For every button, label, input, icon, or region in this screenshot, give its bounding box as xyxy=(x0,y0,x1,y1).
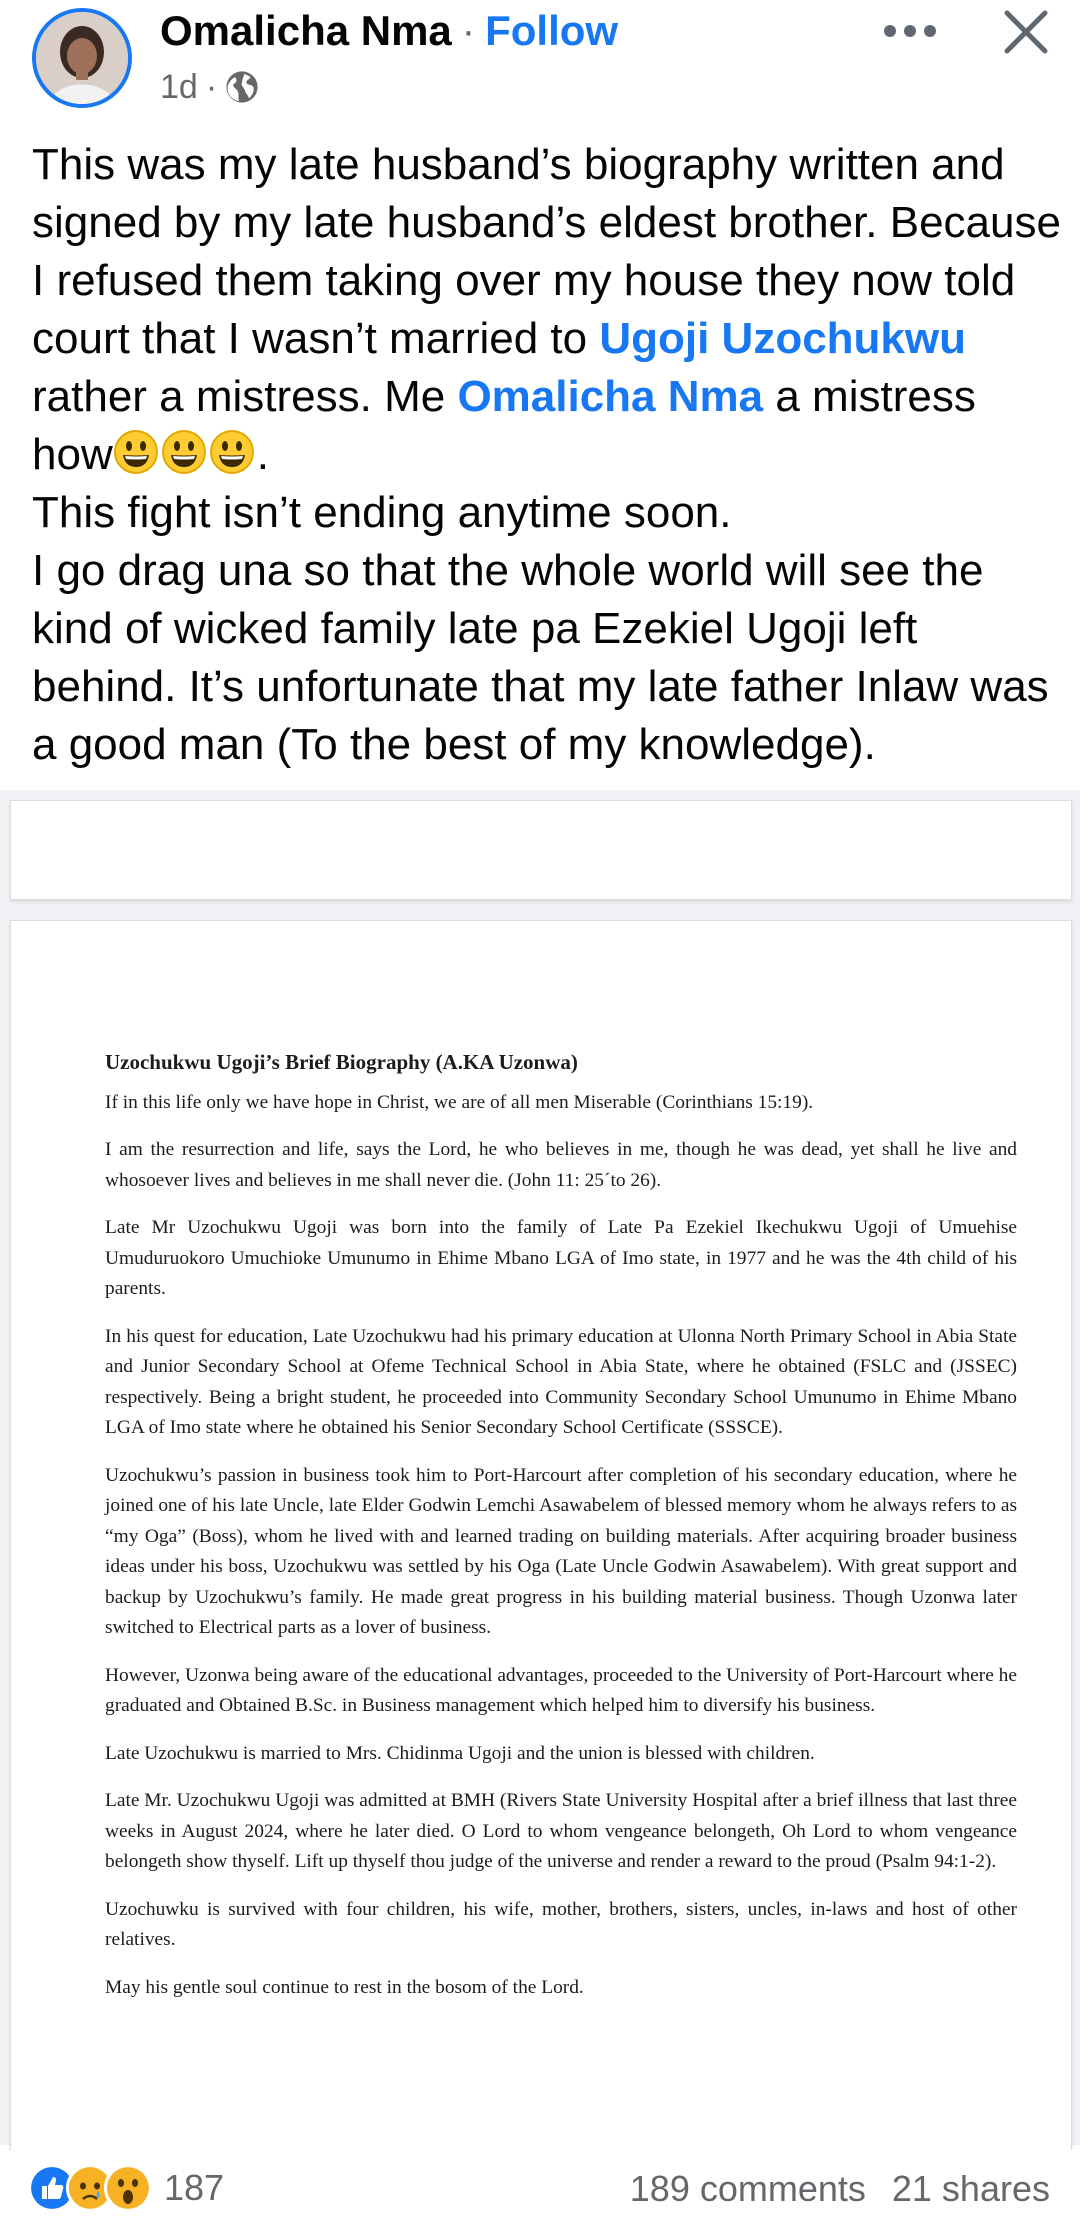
close-icon xyxy=(1003,9,1049,55)
document-paragraph: Uzochuwku is survived with four children, his wife, mother, brothers, sisters, uncles, in-laws and host of other relatives. xyxy=(105,1898,1017,1950)
document-paragraph: May his gentle soul continue to rest in the bosom of the Lord. xyxy=(105,1976,584,1998)
post-text-segment: rather a mistress. Me xyxy=(32,372,458,421)
post-time[interactable]: 1d xyxy=(160,67,198,106)
mention-ugoji-uzochukwu[interactable]: Ugoji Uzochukwu xyxy=(599,314,966,363)
post-header xyxy=(160,6,618,56)
document-paragraph: If in this life only we have hope in Christ, we are of all men Miserable (Corinthians 15:19). xyxy=(105,1091,814,1113)
document-paragraph: Late Mr. Uzochukwu Ugoji was admitted at BMH (Rivers State University Hospital after a brief illness that last three weeks in August 2024, where he later died. O Lord to whom vengeance belongeth, Oh Lord to whom vengeance belongeth show thyself. Lift up thyself thou judge of the universe and render a reward to the proud (Psalm 94:1-2). xyxy=(105,1790,1017,1872)
post-paragraph-3: I go drag una so that the whole world will see the kind of wicked family late pa Ezekiel Ugoji left behind. It’s unfortunate that my late father Inlaw was a good man (To the best of my knowledge). xyxy=(32,546,1049,769)
separator: · xyxy=(461,8,476,53)
post-footer xyxy=(0,2150,1080,2217)
post-text-segment: . xyxy=(256,430,269,479)
post-meta xyxy=(160,64,259,110)
document-paragraph: Late Uzochukwu is married to Mrs. Chidinma Ugoji and the union is blessed with children. xyxy=(105,1742,815,1764)
author-name[interactable]: Omalicha Nma xyxy=(160,7,452,54)
post-stats xyxy=(630,2168,1050,2210)
mention-omalicha-nma[interactable]: Omalicha Nma xyxy=(457,372,764,421)
post-text-segment: a mistress how xyxy=(32,372,976,479)
wow-icon xyxy=(104,2164,152,2212)
globe-icon xyxy=(225,70,259,104)
more-dots-icon xyxy=(883,24,937,38)
biography-document xyxy=(105,1047,1017,2020)
reactions-summary[interactable] xyxy=(28,2164,224,2212)
comments-count[interactable]: 189 comments xyxy=(629,2168,866,2209)
document-paragraph: I am the resurrection and life, says the Lord, he who believes in me, though he was dead, yet shall he live and whosoever lives and believes in me shall never die. (John 11: 25´to 26). xyxy=(105,1139,1017,1191)
media-image-document[interactable] xyxy=(10,920,1072,2152)
media-image-blank[interactable] xyxy=(10,800,1072,900)
document-title: Uzochukwu Ugoji’s Brief Biography (A.KA Uzonwa) xyxy=(105,1050,578,1074)
shares-count[interactable]: 21 shares xyxy=(891,2168,1050,2209)
avatar-photo xyxy=(36,12,128,104)
more-options-button[interactable] xyxy=(880,6,940,56)
post-paragraph-2: This fight isn’t ending anytime soon. xyxy=(32,488,732,537)
document-paragraph: However, Uzonwa being aware of the educational advantages, proceeded to the University of Port-Harcourt where he graduated and Obtained B.Sc. in Business management which helped him to diversify his business. xyxy=(105,1664,1017,1716)
meta-separator: · xyxy=(205,67,218,106)
post-text xyxy=(32,136,1062,774)
document-paragraph: In his quest for education, Late Uzochukwu had his primary education at Ulonna North Primary School in Abia State and Junior Secondary School at Ofeme Technical School in Abia State, where he obtained (FSLC and (JSSEC) respectively. Being a bright student, he proceeded into Community Secondary School Umunumo in Ehime Mbano LGA of Imo state where he obtained his Senior Secondary School Certificate (SSSCE). xyxy=(105,1325,1017,1438)
follow-button[interactable]: Follow xyxy=(485,7,619,54)
document-paragraph: Uzochukwu’s passion in business took him to Port-Harcourt after completion of his secondary education, where he joined one of his late Uncle, late Elder Godwin Lemchi Asawabelem of blessed memory whom he always refers to as “my Oga” (Boss), whom he lived with and learned trading on building materials. After acquiring broader business ideas under his boss, Uzochukwu was settled by his Oga (Late Uncle Godwin Asawabelem). With great support and backup by Uzochukwu’s family. He made great progress in his building material business. Though Uzonwa later switched to Electrical parts as a lover of business. xyxy=(105,1464,1017,1638)
reaction-count: 187 xyxy=(164,2167,225,2208)
document-paragraph: Late Mr Uzochukwu Ugoji was born into the family of Late Pa Ezekiel Ikechukwu Ugoji of Umuehise Umuduruokoro Umuchioke Umunumo in Ehime Mbano LGA of Imo state, in 1977 and he was the 4th child of his parents. xyxy=(105,1217,1017,1299)
post-text-segment: This was my late husband’s biography written and signed by my late husband’s eldest brother. Because I refused them taking over my house they now told court that I wasn’t married to xyxy=(32,140,1061,363)
grinning-face-emoji-icon xyxy=(113,429,159,475)
grinning-face-emoji-icon xyxy=(209,429,255,475)
author-avatar[interactable] xyxy=(32,8,132,108)
post-paragraph-1 xyxy=(32,136,1062,484)
close-button[interactable] xyxy=(996,2,1056,62)
grinning-face-emoji-icon xyxy=(161,429,207,475)
